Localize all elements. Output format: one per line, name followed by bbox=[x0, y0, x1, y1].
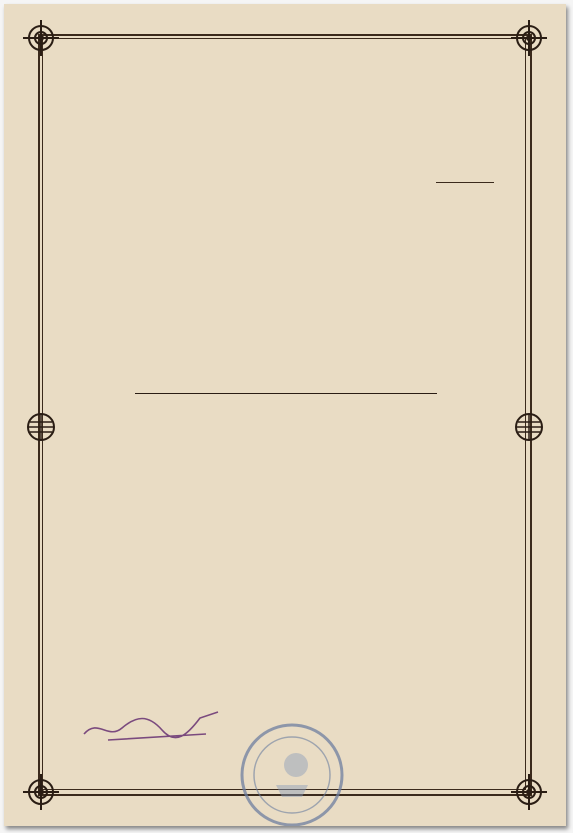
border-ornament-left bbox=[28, 62, 54, 768]
regiment-underline bbox=[135, 393, 437, 394]
border-ornament-top bbox=[64, 24, 506, 50]
document-sheet bbox=[4, 4, 566, 826]
corner-rosette-icon bbox=[506, 769, 552, 815]
corner-rosette-icon bbox=[506, 15, 552, 61]
ornamental-border-inner bbox=[42, 38, 526, 790]
corner-rosette-icon bbox=[18, 769, 64, 815]
chef-signature-icon bbox=[78, 704, 228, 754]
border-ornament-right bbox=[516, 62, 542, 768]
corner-rosette-icon bbox=[18, 15, 64, 61]
number-underline bbox=[436, 182, 494, 183]
army-stamp-icon bbox=[236, 719, 348, 826]
